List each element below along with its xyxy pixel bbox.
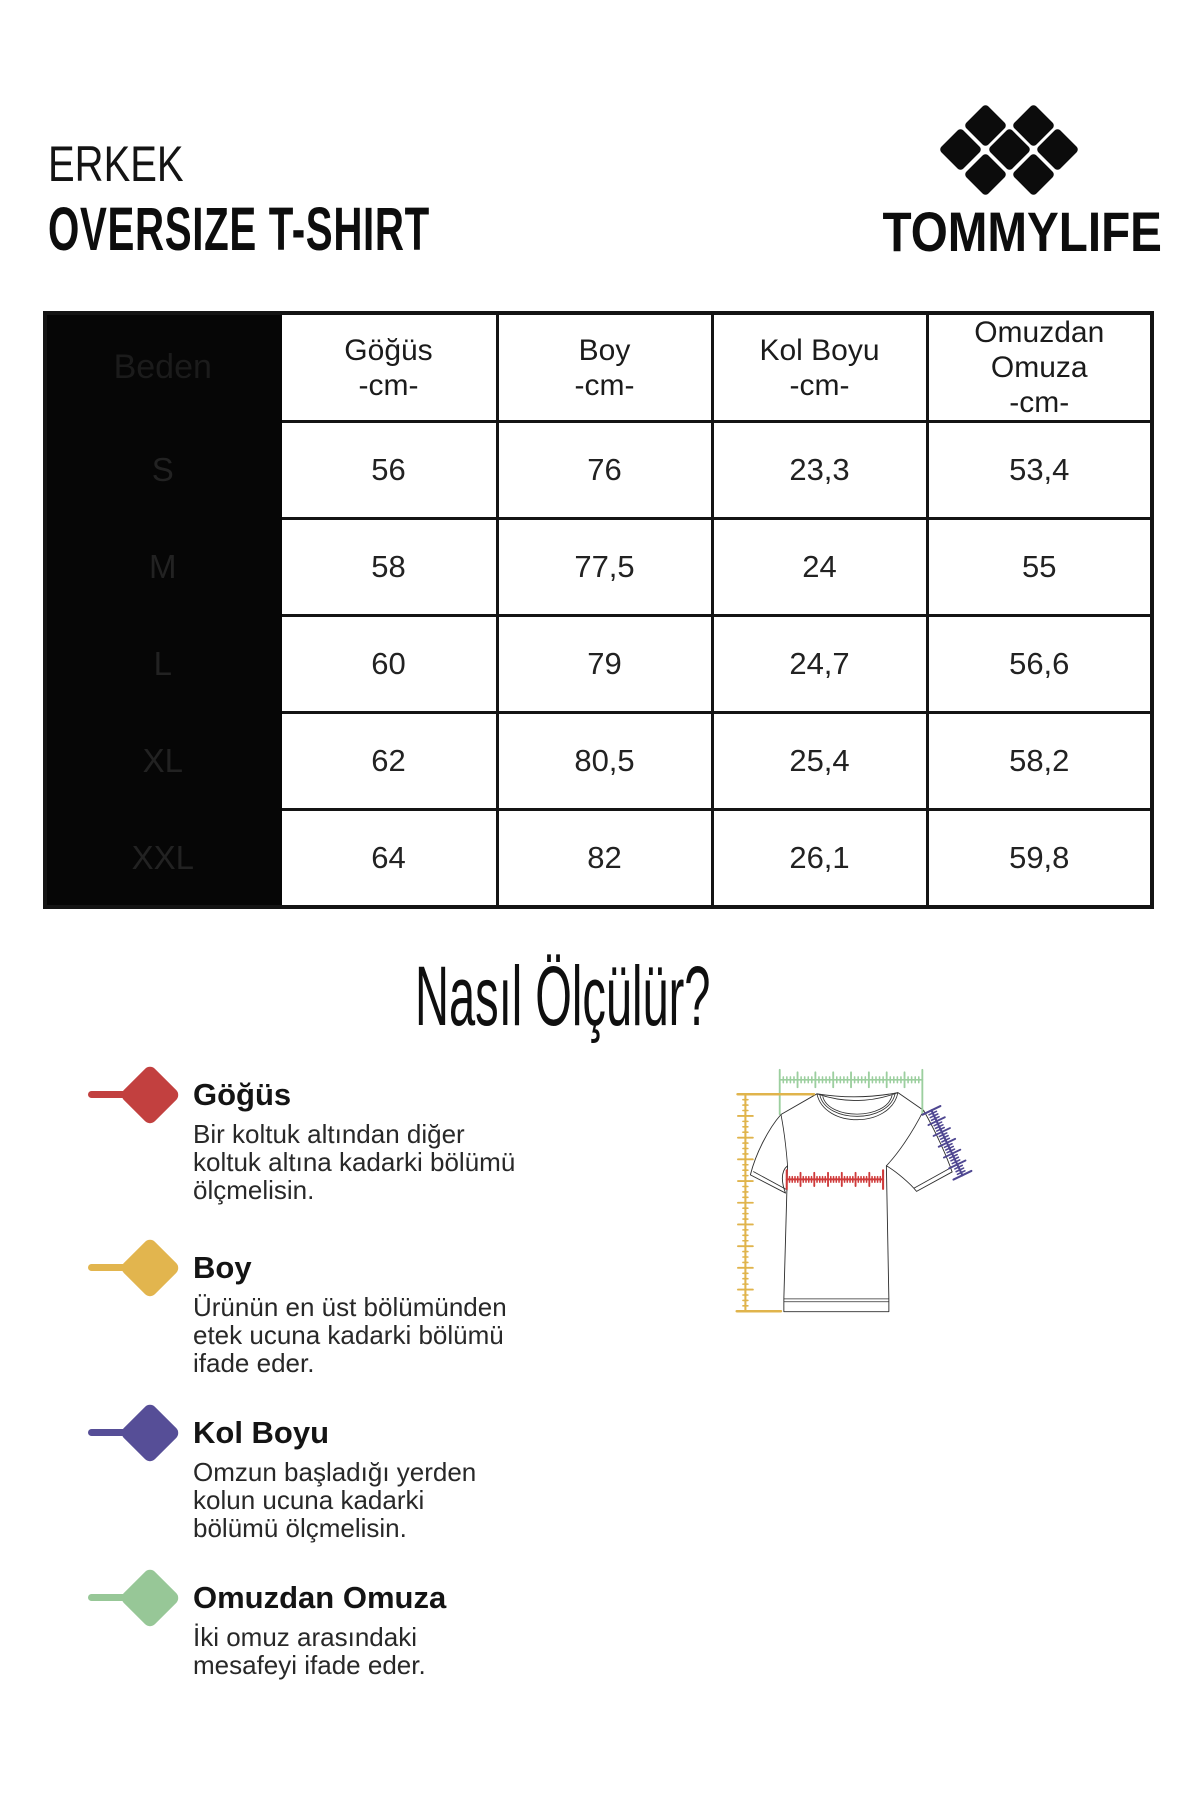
column-unit: -cm- (1009, 386, 1070, 419)
legend-desc-line: mesafeyi ifade eder. (193, 1650, 426, 1680)
value-cell: 26,1 (712, 810, 927, 908)
value-cell: 59,8 (927, 810, 1152, 908)
value-cell: 77,5 (497, 519, 712, 616)
value-cell: 60 (280, 616, 497, 713)
legend-description (193, 1623, 528, 1679)
legend-item-boy (88, 1248, 528, 1377)
column-label: Omuzdan Omuza (974, 316, 1105, 384)
column-unit: -cm- (574, 368, 635, 402)
brand-logo (938, 103, 1083, 198)
value-cell: 53,4 (927, 422, 1152, 519)
table-header-row (45, 313, 1152, 422)
product-header (48, 136, 627, 263)
legend-desc-line: Omzun başladığı yerden (193, 1457, 477, 1487)
legend-description (193, 1120, 528, 1204)
column-label: Kol Boyu (759, 333, 880, 367)
product-category: ERKEK (48, 136, 184, 192)
value-cell: 23,3 (712, 422, 927, 519)
legend-desc-line: Ürünün en üst bölümünden (193, 1292, 507, 1322)
legend-marker (88, 1248, 183, 1288)
table-row (45, 519, 1152, 616)
measure-section-title-text: Nasıl Ölçülür? (414, 949, 711, 1043)
column-label: Boy (578, 333, 631, 367)
legend-title: Boy (193, 1250, 252, 1285)
column-header-omuzdan-omuza (927, 313, 1152, 422)
column-header-gogus (280, 313, 497, 422)
value-cell: 64 (280, 810, 497, 908)
legend-desc-line: bölümü ölçmelisin. (193, 1513, 407, 1543)
table-row (45, 422, 1152, 519)
column-header-boy (497, 313, 712, 422)
value-cell: 80,5 (497, 713, 712, 810)
shirt-diagram (540, 1050, 1160, 1790)
size-cell: M (45, 519, 280, 616)
legend-marker (88, 1413, 183, 1453)
size-cell: XL (45, 713, 280, 810)
shoulder-diamond-icon (119, 1567, 181, 1629)
value-cell: 76 (497, 422, 712, 519)
value-cell: 25,4 (712, 713, 927, 810)
table-row (45, 616, 1152, 713)
legend-title: Kol Boyu (193, 1415, 330, 1450)
legend-title: Omuzdan Omuza (193, 1580, 447, 1615)
size-table (43, 311, 1154, 909)
brand-name: TOMMYLIFE (882, 200, 1162, 263)
column-unit: -cm- (789, 368, 850, 402)
shirt-drawing (750, 1093, 952, 1312)
shirt-outline (750, 1093, 952, 1312)
size-cell: XXL (45, 810, 280, 908)
legend-title: Göğüs (193, 1077, 292, 1112)
legend-desc-line: kolun ucuna kadarki (193, 1485, 425, 1515)
size-cell: S (45, 422, 280, 519)
measure-section-title (0, 948, 1125, 1044)
size-cell: L (45, 616, 280, 713)
table-row (45, 713, 1152, 810)
legend-desc-line: İki omuz arasındaki (193, 1622, 417, 1652)
sleeve-diamond-icon (119, 1402, 181, 1464)
legend-marker (88, 1075, 183, 1115)
value-cell: 79 (497, 616, 712, 713)
value-cell: 58 (280, 519, 497, 616)
legend-description (193, 1458, 528, 1542)
value-cell: 58,2 (927, 713, 1152, 810)
legend-description (193, 1293, 528, 1377)
legend-item-omuzdan-omuza (88, 1578, 528, 1679)
legend-desc-line: ölçmelisin. (193, 1175, 315, 1205)
value-cell: 55 (927, 519, 1152, 616)
column-header-kol-boyu (712, 313, 927, 422)
legend-item-gogus (88, 1075, 528, 1204)
legend-marker (88, 1578, 183, 1618)
value-cell: 24,7 (712, 616, 927, 713)
chest-diamond-icon (119, 1064, 181, 1126)
length-diamond-icon (119, 1237, 181, 1299)
value-cell: 82 (497, 810, 712, 908)
value-cell: 62 (280, 713, 497, 810)
legend-desc-line: etek ucuna kadarki bölümü (193, 1320, 504, 1350)
value-cell: 56,6 (927, 616, 1152, 713)
value-cell: 56 (280, 422, 497, 519)
column-header-beden: Beden (45, 313, 280, 422)
legend-item-kol-boyu (88, 1413, 528, 1542)
product-title: OVERSIZE T-SHIRT (48, 195, 430, 263)
legend-desc-line: ifade eder. (193, 1348, 315, 1378)
column-label: Göğüs (344, 333, 433, 367)
table-row (45, 810, 1152, 908)
legend-desc-line: Bir koltuk altından diğer (193, 1119, 465, 1149)
column-unit: -cm- (358, 368, 419, 402)
legend-desc-line: koltuk altına kadarki bölümü (193, 1147, 516, 1177)
value-cell: 24 (712, 519, 927, 616)
